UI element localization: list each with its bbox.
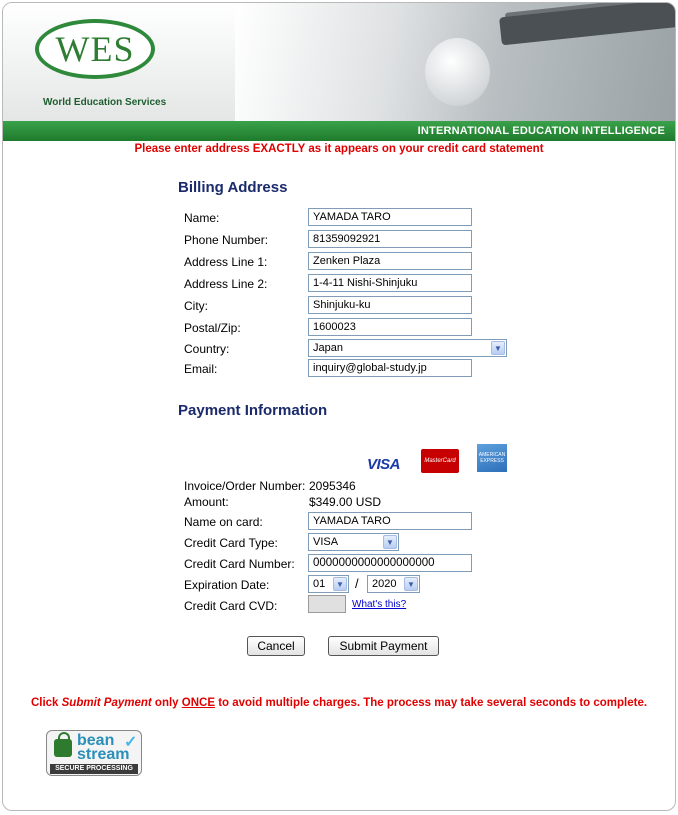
invoice-value: 2095346 <box>309 479 356 493</box>
chevron-down-icon[interactable]: ▼ <box>491 341 505 355</box>
tagline-bar <box>3 121 675 141</box>
exp-year-select[interactable] <box>367 575 420 593</box>
expiration-label: Expiration Date: <box>184 578 270 592</box>
chevron-down-icon[interactable]: ▼ <box>333 577 347 591</box>
cvd-field[interactable] <box>308 595 346 613</box>
city-field[interactable]: Shinjuku-ku <box>308 296 472 314</box>
postal-field[interactable]: 1600023 <box>308 318 472 336</box>
mastercard-logo: MasterCard <box>421 449 459 473</box>
name-on-card-label: Name on card: <box>184 515 263 529</box>
name-on-card-field[interactable]: YAMADA TARO <box>308 512 472 530</box>
lock-icon <box>54 739 72 757</box>
address1-label: Address Line 1: <box>184 255 268 269</box>
exp-separator: / <box>355 576 359 591</box>
chevron-down-icon[interactable]: ▼ <box>383 535 397 549</box>
cvd-label: Credit Card CVD: <box>184 599 278 613</box>
wes-logo <box>35 19 155 79</box>
submit-warning <box>3 697 675 709</box>
postal-label: Postal/Zip: <box>184 321 241 335</box>
org-name: World Education Services <box>43 97 167 108</box>
header-banner <box>3 3 675 123</box>
email-field[interactable]: inquiry@global-study.jp <box>308 359 472 377</box>
warning-emph: Submit Payment <box>61 697 152 709</box>
phone-label: Phone Number: <box>184 233 269 247</box>
name-field[interactable]: YAMADA TARO <box>308 208 472 226</box>
keyboard-image-base <box>499 3 675 45</box>
tagline: INTERNATIONAL EDUCATION INTELLIGENCE <box>417 125 665 137</box>
warning-once: ONCE <box>181 697 215 709</box>
email-label: Email: <box>184 362 218 376</box>
amount-value: $349.00 USD <box>309 495 382 509</box>
badge-line1: bean <box>77 732 115 749</box>
amex-logo: AMERICAN EXPRESS <box>477 444 507 472</box>
badge-line2: stream <box>77 746 130 763</box>
cancel-button[interactable]: Cancel <box>247 636 305 656</box>
warning-part3: to avoid multiple charges. The process may take several seconds to complete. <box>215 697 648 709</box>
card-type-label: Credit Card Type: <box>184 536 278 550</box>
logo-text: WES <box>55 29 135 69</box>
beanstream-badge <box>46 730 142 776</box>
mouse-image <box>425 38 490 106</box>
invoice-label: Invoice/Order Number: <box>184 479 306 493</box>
address1-field[interactable]: Zenken Plaza <box>308 252 472 270</box>
city-label: City: <box>184 299 208 313</box>
address2-label: Address Line 2: <box>184 277 268 291</box>
country-label: Country: <box>184 342 230 356</box>
header-photo <box>235 3 675 123</box>
billing-title: Billing Address <box>178 179 288 196</box>
exp-year-value: 2020 <box>372 578 397 590</box>
phone-field[interactable]: 81359092921 <box>308 230 472 248</box>
country-select[interactable] <box>308 339 507 357</box>
card-number-label: Credit Card Number: <box>184 557 295 571</box>
checkmark-icon: ✓ <box>124 734 138 751</box>
exp-month-value: 01 <box>313 578 326 590</box>
submit-payment-button[interactable]: Submit Payment <box>328 636 439 656</box>
address2-field[interactable]: 1-4-11 Nishi-Shinjuku <box>308 274 472 292</box>
amount-label: Amount: <box>184 495 229 509</box>
badge-line3: SECURE PROCESSING <box>50 764 138 774</box>
card-type-select[interactable] <box>308 533 399 551</box>
exp-month-select[interactable] <box>308 575 349 593</box>
warning-part1: Click <box>30 697 62 709</box>
name-label: Name: <box>184 211 220 225</box>
chevron-down-icon[interactable]: ▼ <box>404 577 418 591</box>
page-frame <box>2 2 676 811</box>
address-notice: Please enter address EXACTLY as it appears on your credit card statement <box>134 143 544 155</box>
whats-this-link[interactable]: What's this? <box>352 599 407 610</box>
visa-logo: VISA <box>367 456 401 473</box>
card-number-field[interactable]: 0000000000000000000 <box>308 554 472 572</box>
country-value: Japan <box>313 342 343 354</box>
payment-title: Payment Information <box>178 402 328 419</box>
warning-part2: only <box>151 697 182 709</box>
card-type-value: VISA <box>313 536 339 548</box>
